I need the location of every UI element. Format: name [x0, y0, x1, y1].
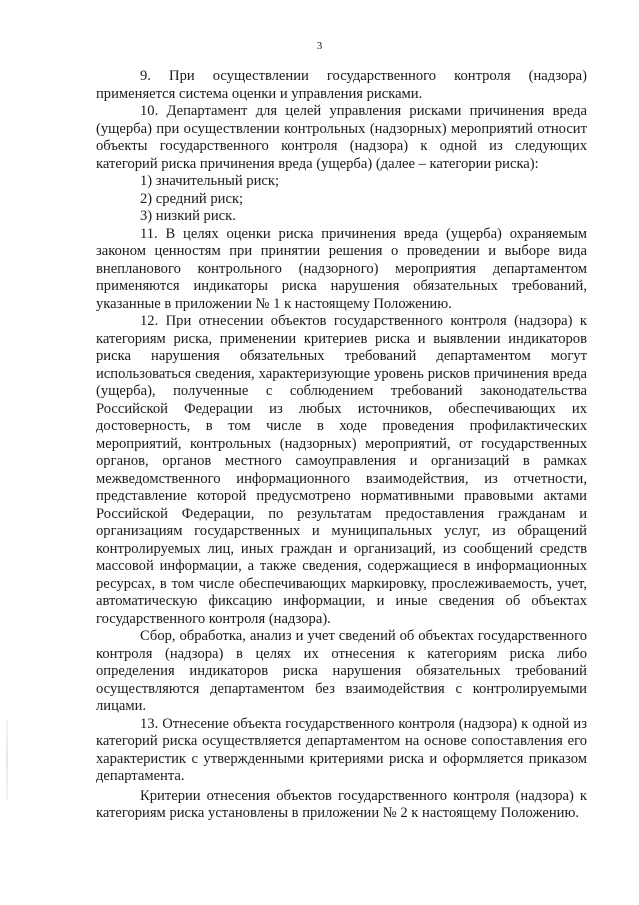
document-body	[96, 68, 587, 823]
paragraph-13-continuation: Критерии отнесения объектов государственного контроля (надзора) к категориям риска установлены в приложении № 2 к настоящему Положению.	[96, 787, 587, 821]
scan-margin-mark	[6, 720, 8, 800]
paragraph-12-continuation: Сбор, обработка, анализ и учет сведений об объектах государственного контроля (надзора) в целях их отнесения к категориям риска либо определения индикаторов риска нарушения обязательных требований осуществляются департаментом без взаимодействия с контролируемыми лицами.	[96, 628, 587, 714]
list-item-risk-low: 3) низкий риск.	[140, 208, 236, 224]
list-item-risk-significant: 1) значительный риск;	[140, 173, 280, 189]
paragraph-10: 10. Департамент для целей управления рисками причинения вреда (ущерба) при осуществлении контрольных (надзорных) мероприятий относит объекты государственного контроля (надзора) к одной из следующих категорий риска причинения вреда (ущерба) (далее – категории риска):	[96, 103, 587, 172]
paragraph-9: 9. При осуществлении государственного контроля (надзора) применяется система оценки и управления рисками.	[96, 68, 587, 102]
list-item-risk-medium: 2) средний риск;	[140, 190, 244, 207]
paragraph-13: 13. Отнесение объекта государственного контроля (надзора) к одной из категорий риска осуществляется департаментом на основе сопоставления его характеристик с утвержденными критериями риска и оформляется приказом департамента.	[96, 715, 587, 784]
paragraph-12: 12. При отнесении объектов государственного контроля (надзора) к категориям риска, применении критериев риска и выявлении индикаторов риска нарушения обязательных требований департаментом могут использоваться сведения, характеризующие уровень рисков причинения вреда (ущерба), полученные с соблюдением требований законодательства Российской Федерации из любых источников, обеспечивающих их достоверность, в том числе в ходе проведения профилактических мероприятий, контрольных (надзорных) мероприятий, от государственных органов, органов местного самоуправления и организаций в рамках межведомственного информационного взаимодействия, из отчетности, представление которой предусмотрено нормативными правовыми актами Российской Федерации, по результатам предоставления гражданам и организациям государственных и муниципальных услуг, из обращений контролируемых лиц, иных граждан и организаций, из сообщений средств массовой информации, а также сведения, содержащиеся в информационных ресурсах, в том числе обеспечивающих маркировку, прослеживаемость, учет, автоматическую фиксацию информации, и иные сведения об объектах государственного контроля (надзора).	[96, 313, 587, 627]
paragraph-11: 11. В целях оценки риска причинения вреда (ущерба) охраняемым законом ценностям при принятии решения о проведении и выборе вида внепланового контрольного (надзорного) мероприятия департаментом применяются индикаторы риска нарушения обязательных требований, указанные в приложении № 1 к настоящему Положению.	[96, 225, 587, 312]
page-number: 3	[316, 40, 323, 52]
